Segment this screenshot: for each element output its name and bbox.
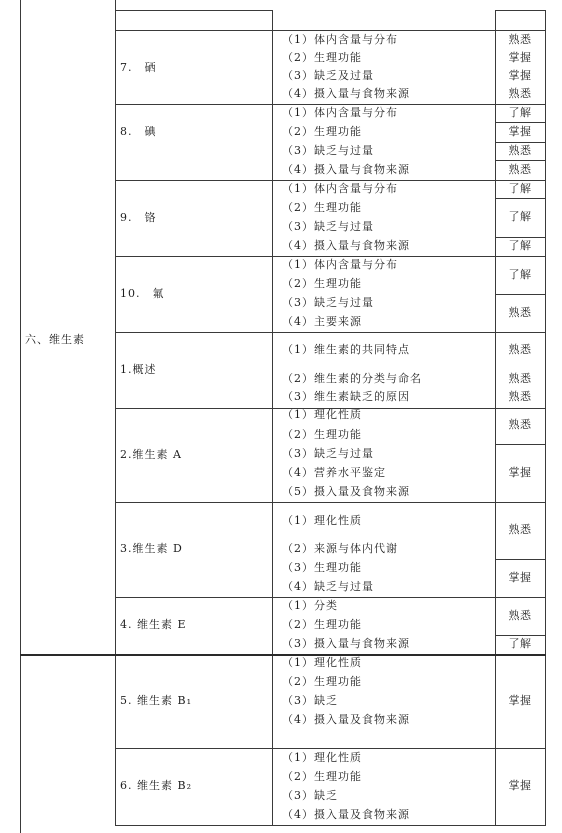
level-label: 熟悉 [508,144,532,157]
list-item: （2）生理功能 [282,277,362,290]
list-item: （4）摄入量及食物来源 [282,808,410,821]
table-rule [495,160,546,161]
level-label: 熟悉 [508,372,532,385]
level-label: 熟悉 [508,609,532,622]
section-label: 六、维生素 [25,333,85,346]
level-label: 掌握 [508,466,532,479]
level-label: 熟悉 [508,163,532,176]
level-label: 了解 [508,182,532,195]
topic-label: 2.维生素 A [120,448,182,461]
table-rule [495,635,546,636]
list-item: （1）体内含量与分布 [282,106,398,119]
topic-label: 6. 维生素 B₂ [120,779,192,792]
table-rule [115,597,546,598]
list-item: （4）缺乏与过量 [282,580,374,593]
level-label: 熟悉 [508,306,532,319]
list-item: （1）体内含量与分布 [282,33,398,46]
list-item: （1）分类 [282,599,338,612]
list-item: （2）生理功能 [282,428,362,441]
list-item: （1）理化性质 [282,514,362,527]
list-item: （1）理化性质 [282,408,362,421]
level-label: 掌握 [508,69,532,82]
list-item: （1）理化性质 [282,751,362,764]
list-item: （3）缺乏与过量 [282,144,374,157]
list-item: （4）营养水平鉴定 [282,466,386,479]
list-item: （3）缺乏及过量 [282,69,374,82]
level-label: 了解 [508,210,532,223]
list-item: （2）生理功能 [282,201,362,214]
level-label: 掌握 [508,51,532,64]
level-label: 掌握 [508,571,532,584]
list-item: （3）缺乏与过量 [282,296,374,309]
list-item: （2）生理功能 [282,618,362,631]
table-rule [115,502,546,503]
table-rule [115,30,546,31]
table-rule [495,10,546,11]
level-label: 熟悉 [508,418,532,431]
level-label: 了解 [508,106,532,119]
list-item: （2）生理功能 [282,675,362,688]
list-item: （2）维生素的分类与命名 [282,372,422,385]
topic-label: 4. 维生素 E [120,618,187,631]
level-label: 了解 [508,637,532,650]
table-rule [495,122,546,123]
table-rule [115,332,546,333]
table-rule [115,180,546,181]
list-item: （4）摄入量与食物来源 [282,163,410,176]
table-rule [545,10,546,826]
topic-label: 1.概述 [120,363,157,376]
topic-label: 7. 硒 [120,61,157,74]
list-item: （2）生理功能 [282,51,362,64]
level-label: 熟悉 [508,390,532,403]
list-item: （4）主要来源 [282,315,362,328]
list-item: （1）体内含量与分布 [282,182,398,195]
list-item: （1）理化性质 [282,656,362,669]
list-item: （5）摄入量及食物来源 [282,485,410,498]
list-item: （3）缺乏 [282,789,338,802]
list-item: （2）来源与体内代谢 [282,542,398,555]
level-label: 掌握 [508,125,532,138]
level-label: 熟悉 [508,343,532,356]
list-item: （3）缺乏与过量 [282,220,374,233]
table-rule [115,10,273,11]
list-item: （3）摄入量与食物来源 [282,637,410,650]
list-item: （1）维生素的共同特点 [282,343,410,356]
table-rule [115,825,546,826]
level-label: 熟悉 [508,33,532,46]
table-rule [20,0,21,833]
level-label: 熟悉 [508,523,532,536]
topic-label: 9. 铬 [120,211,157,224]
table-rule [495,142,546,143]
level-label: 熟悉 [508,87,532,100]
list-item: （3）缺乏 [282,694,338,707]
level-label: 了解 [508,268,532,281]
table-rule [495,444,546,445]
list-item: （4）摄入量及食物来源 [282,713,410,726]
level-label: 了解 [508,239,532,252]
table-rule [495,559,546,560]
list-item: （3）维生素缺乏的原因 [282,390,410,403]
topic-label: 5. 维生素 B₁ [120,694,192,707]
list-item: （2）生理功能 [282,770,362,783]
list-item: （3）缺乏与过量 [282,447,374,460]
list-item: （4）摄入量与食物来源 [282,239,410,252]
list-item: （1）体内含量与分布 [282,258,398,271]
table-rule [115,748,546,749]
table-rule [115,0,116,826]
topic-label: 3.维生素 D [120,542,183,555]
table-rule [495,198,546,199]
list-item: （4）摄入量与食物来源 [282,87,410,100]
list-item: （3）生理功能 [282,561,362,574]
topic-label: 8. 碘 [120,125,157,138]
topic-label: 10. 氟 [120,287,165,300]
list-item: （2）生理功能 [282,125,362,138]
level-label: 掌握 [508,779,532,792]
table-rule [115,256,546,257]
table-rule [272,10,273,826]
level-label: 掌握 [508,694,532,707]
table-rule [495,237,546,238]
table-rule [495,294,546,295]
table-rule [115,104,546,105]
